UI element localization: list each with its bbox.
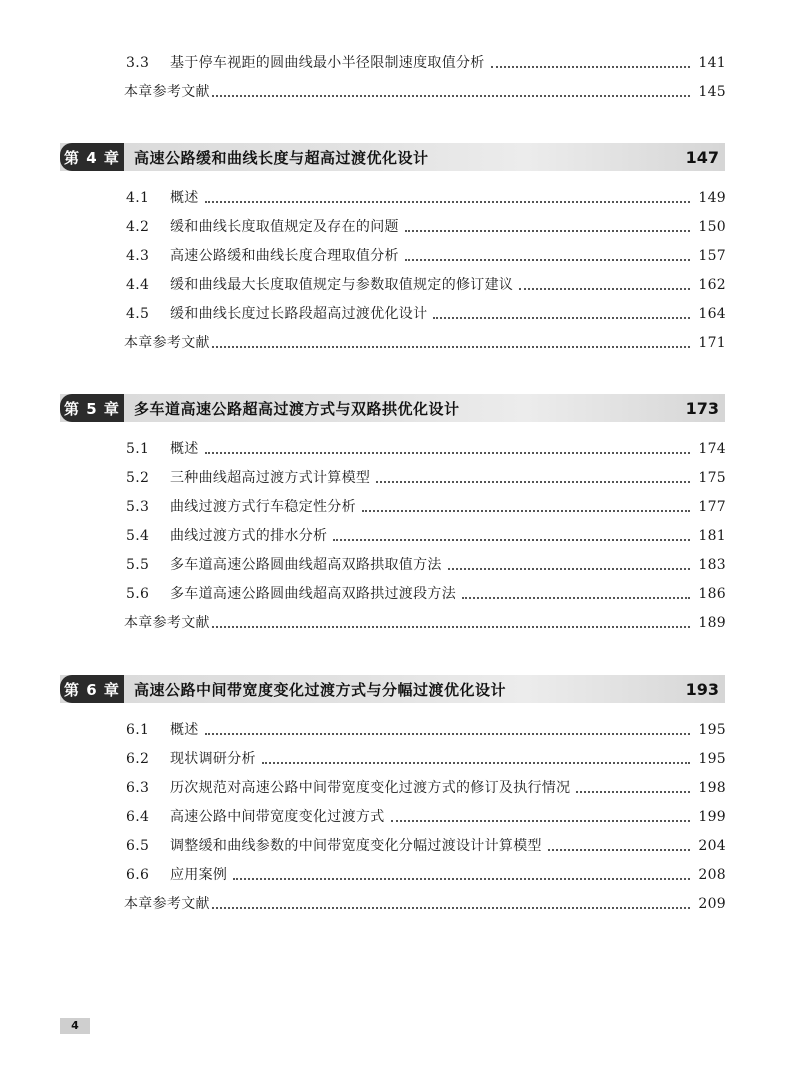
section-title: 基于停车视距的圆曲线最小半径限制速度取值分析 bbox=[170, 55, 485, 71]
section-number: 4.5 bbox=[126, 306, 150, 322]
section-number: 5.2 bbox=[126, 470, 150, 486]
section-number: 5.3 bbox=[126, 499, 150, 515]
section-title: 本章参考文献 bbox=[124, 896, 210, 912]
section-number: 6.5 bbox=[126, 838, 150, 854]
section-title: 本章参考文献 bbox=[124, 615, 210, 631]
section-page: 181 bbox=[698, 528, 726, 544]
dot-leader bbox=[491, 66, 690, 68]
toc-entry bbox=[126, 831, 726, 855]
section-number: 6.4 bbox=[126, 809, 150, 825]
chapter-page: 173 bbox=[685, 398, 719, 418]
section-page: 171 bbox=[698, 335, 726, 351]
dot-leader bbox=[448, 568, 690, 570]
section-title: 曲线过渡方式的排水分析 bbox=[170, 528, 328, 544]
section-title: 缓和曲线长度过长路段超高过渡优化设计 bbox=[170, 306, 428, 322]
dot-leader bbox=[333, 539, 690, 541]
dot-leader bbox=[205, 733, 690, 735]
toc-entry bbox=[126, 579, 726, 603]
section-title: 多车道高速公路圆曲线超高双路拱过渡段方法 bbox=[170, 586, 456, 602]
section-page: 204 bbox=[698, 838, 726, 854]
section-title: 多车道高速公路圆曲线超高双路拱取值方法 bbox=[170, 557, 442, 573]
dot-leader bbox=[262, 762, 690, 764]
section-number: 6.3 bbox=[126, 780, 150, 796]
dot-leader bbox=[405, 259, 690, 261]
chapter-page: 193 bbox=[685, 679, 719, 699]
section-number: 4.1 bbox=[126, 190, 150, 206]
section-title: 高速公路缓和曲线长度合理取值分析 bbox=[170, 248, 399, 264]
section-page: 174 bbox=[698, 441, 726, 457]
toc-entry bbox=[126, 860, 726, 884]
dot-leader bbox=[212, 626, 690, 628]
section-title: 概述 bbox=[170, 190, 199, 206]
chapter-title: 高速公路中间带宽度变化过渡方式与分幅过渡优化设计 bbox=[134, 680, 507, 699]
toc-entry-references bbox=[124, 328, 726, 352]
chapter-title: 多车道高速公路超高过渡方式与双路拱优化设计 bbox=[134, 399, 460, 418]
dot-leader bbox=[462, 597, 690, 599]
section-number: 5.5 bbox=[126, 557, 150, 573]
toc-entry bbox=[126, 521, 726, 545]
toc-entry bbox=[126, 773, 726, 797]
section-title: 本章参考文献 bbox=[124, 84, 210, 100]
section-number: 6.2 bbox=[126, 751, 150, 767]
dot-leader bbox=[362, 510, 690, 512]
toc-entry bbox=[126, 802, 726, 826]
dot-leader bbox=[519, 288, 690, 290]
dot-leader bbox=[205, 201, 690, 203]
toc-entry-references bbox=[124, 608, 726, 632]
section-number: 4.4 bbox=[126, 277, 150, 293]
section-page: 209 bbox=[698, 896, 726, 912]
section-title: 应用案例 bbox=[170, 867, 228, 883]
toc-entry bbox=[126, 48, 726, 72]
chapter-label: 第 5 章 bbox=[60, 394, 124, 422]
section-page: 186 bbox=[698, 586, 726, 602]
section-number: 4.3 bbox=[126, 248, 150, 264]
section-title: 缓和曲线最大长度取值规定与参数取值规定的修订建议 bbox=[170, 277, 514, 293]
chapter-heading bbox=[60, 675, 725, 703]
dot-leader bbox=[576, 791, 690, 793]
dot-leader bbox=[233, 878, 690, 880]
section-number: 4.2 bbox=[126, 219, 150, 235]
chapter-page: 147 bbox=[685, 147, 719, 167]
section-number: 5.4 bbox=[126, 528, 150, 544]
chapter-heading bbox=[60, 143, 725, 171]
section-title: 缓和曲线长度取值规定及存在的问题 bbox=[170, 219, 399, 235]
dot-leader bbox=[212, 907, 690, 909]
section-page: 189 bbox=[698, 615, 726, 631]
section-page: 199 bbox=[698, 809, 726, 825]
section-title: 概述 bbox=[170, 722, 199, 738]
toc-entry bbox=[126, 299, 726, 323]
toc-entry bbox=[126, 183, 726, 207]
section-page: 145 bbox=[698, 84, 726, 100]
page-number: 4 bbox=[60, 1018, 90, 1034]
section-number: 6.6 bbox=[126, 867, 150, 883]
toc-entry bbox=[126, 715, 726, 739]
dot-leader bbox=[376, 481, 690, 483]
section-page: 149 bbox=[698, 190, 726, 206]
toc-entry bbox=[126, 492, 726, 516]
dot-leader bbox=[548, 849, 690, 851]
section-page: 150 bbox=[698, 219, 726, 235]
section-page: 141 bbox=[698, 55, 726, 71]
chapter-label: 第 4 章 bbox=[60, 143, 124, 171]
toc-entry bbox=[126, 212, 726, 236]
toc-entry bbox=[126, 434, 726, 458]
section-page: 183 bbox=[698, 557, 726, 573]
chapter-label: 第 6 章 bbox=[60, 675, 124, 703]
dot-leader bbox=[433, 317, 690, 319]
toc-entry bbox=[126, 270, 726, 294]
section-page: 208 bbox=[698, 867, 726, 883]
section-title: 现状调研分析 bbox=[170, 751, 256, 767]
dot-leader bbox=[212, 346, 690, 348]
dot-leader bbox=[405, 230, 690, 232]
section-title: 调整缓和曲线参数的中间带宽度变化分幅过渡设计计算模型 bbox=[170, 838, 542, 854]
dot-leader bbox=[205, 452, 690, 454]
section-page: 177 bbox=[698, 499, 726, 515]
toc-entry bbox=[126, 744, 726, 768]
section-page: 195 bbox=[698, 722, 726, 738]
toc-entry bbox=[126, 463, 726, 487]
toc-entry-references bbox=[124, 77, 726, 101]
section-page: 157 bbox=[698, 248, 726, 264]
toc-entry bbox=[126, 550, 726, 574]
dot-leader bbox=[391, 820, 691, 822]
toc-entry bbox=[126, 241, 726, 265]
section-page: 164 bbox=[698, 306, 726, 322]
section-title: 概述 bbox=[170, 441, 199, 457]
section-number: 5.6 bbox=[126, 586, 150, 602]
chapter-heading bbox=[60, 394, 725, 422]
section-page: 175 bbox=[698, 470, 726, 486]
section-page: 198 bbox=[698, 780, 726, 796]
section-page: 195 bbox=[698, 751, 726, 767]
chapter-title: 高速公路缓和曲线长度与超高过渡优化设计 bbox=[134, 148, 429, 167]
section-page: 162 bbox=[698, 277, 726, 293]
section-title: 高速公路中间带宽度变化过渡方式 bbox=[170, 809, 385, 825]
section-title: 曲线过渡方式行车稳定性分析 bbox=[170, 499, 356, 515]
section-number: 5.1 bbox=[126, 441, 150, 457]
section-number: 3.3 bbox=[126, 55, 150, 71]
section-number: 6.1 bbox=[126, 722, 150, 738]
section-title: 历次规范对高速公路中间带宽度变化过渡方式的修订及执行情况 bbox=[170, 780, 571, 796]
toc-entry-references bbox=[124, 889, 726, 913]
dot-leader bbox=[212, 95, 690, 97]
section-title: 三种曲线超高过渡方式计算模型 bbox=[170, 470, 371, 486]
section-title: 本章参考文献 bbox=[124, 335, 210, 351]
